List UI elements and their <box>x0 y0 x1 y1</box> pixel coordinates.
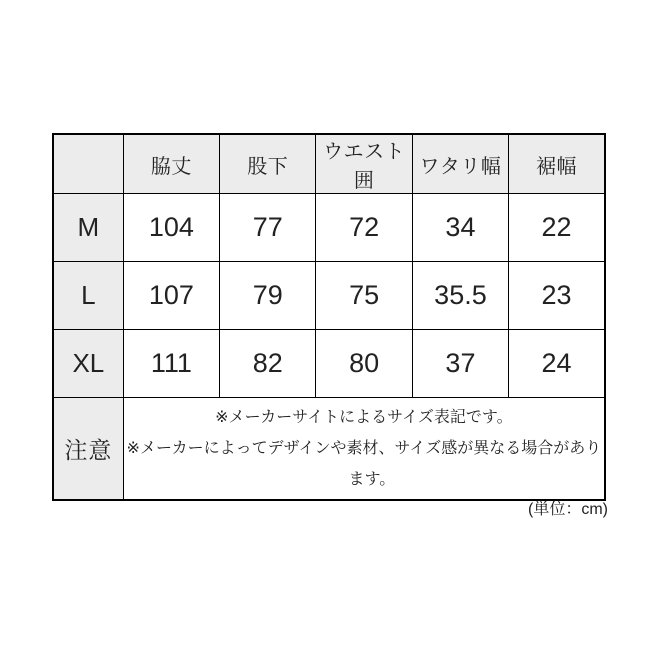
corner-cell <box>53 134 123 194</box>
unit-label: (単位：cm) <box>528 501 608 518</box>
size-row-label: L <box>53 262 123 330</box>
size-value-cell: 77 <box>220 194 316 262</box>
table-row-m <box>53 194 605 262</box>
table-header-row <box>53 134 605 194</box>
column-header-thigh-width: ワタリ幅 <box>412 134 508 194</box>
note-line: ※メーカーサイトによるサイズ表記です。 <box>215 408 513 426</box>
note-row <box>53 398 605 500</box>
size-chart-table <box>52 133 606 501</box>
column-header-hem-width: 裾幅 <box>509 134 605 194</box>
table-row-xl <box>53 330 605 398</box>
note-line: ※メーカーによってデザインや素材、サイズ感が異なる場合があります。 <box>126 439 602 488</box>
size-value-cell: 72 <box>316 194 412 262</box>
size-row-label: XL <box>53 330 123 398</box>
size-value-cell: 35.5 <box>412 262 508 330</box>
size-value-cell: 37 <box>412 330 508 398</box>
size-value-cell: 80 <box>316 330 412 398</box>
column-header-waist: ウエスト囲 <box>316 134 412 194</box>
size-value-cell: 34 <box>412 194 508 262</box>
size-value-cell: 104 <box>123 194 219 262</box>
size-value-cell: 111 <box>123 330 219 398</box>
column-header-side-length: 脇丈 <box>123 134 219 194</box>
size-value-cell: 75 <box>316 262 412 330</box>
size-value-cell: 23 <box>509 262 605 330</box>
note-label-cell: 注意 <box>53 398 123 500</box>
size-value-cell: 22 <box>509 194 605 262</box>
size-value-cell: 82 <box>220 330 316 398</box>
size-value-cell: 79 <box>220 262 316 330</box>
size-value-cell: 107 <box>123 262 219 330</box>
table-row-l <box>53 262 605 330</box>
size-row-label: M <box>53 194 123 262</box>
note-cell <box>123 398 605 500</box>
size-value-cell: 24 <box>509 330 605 398</box>
column-header-inseam: 股下 <box>220 134 316 194</box>
